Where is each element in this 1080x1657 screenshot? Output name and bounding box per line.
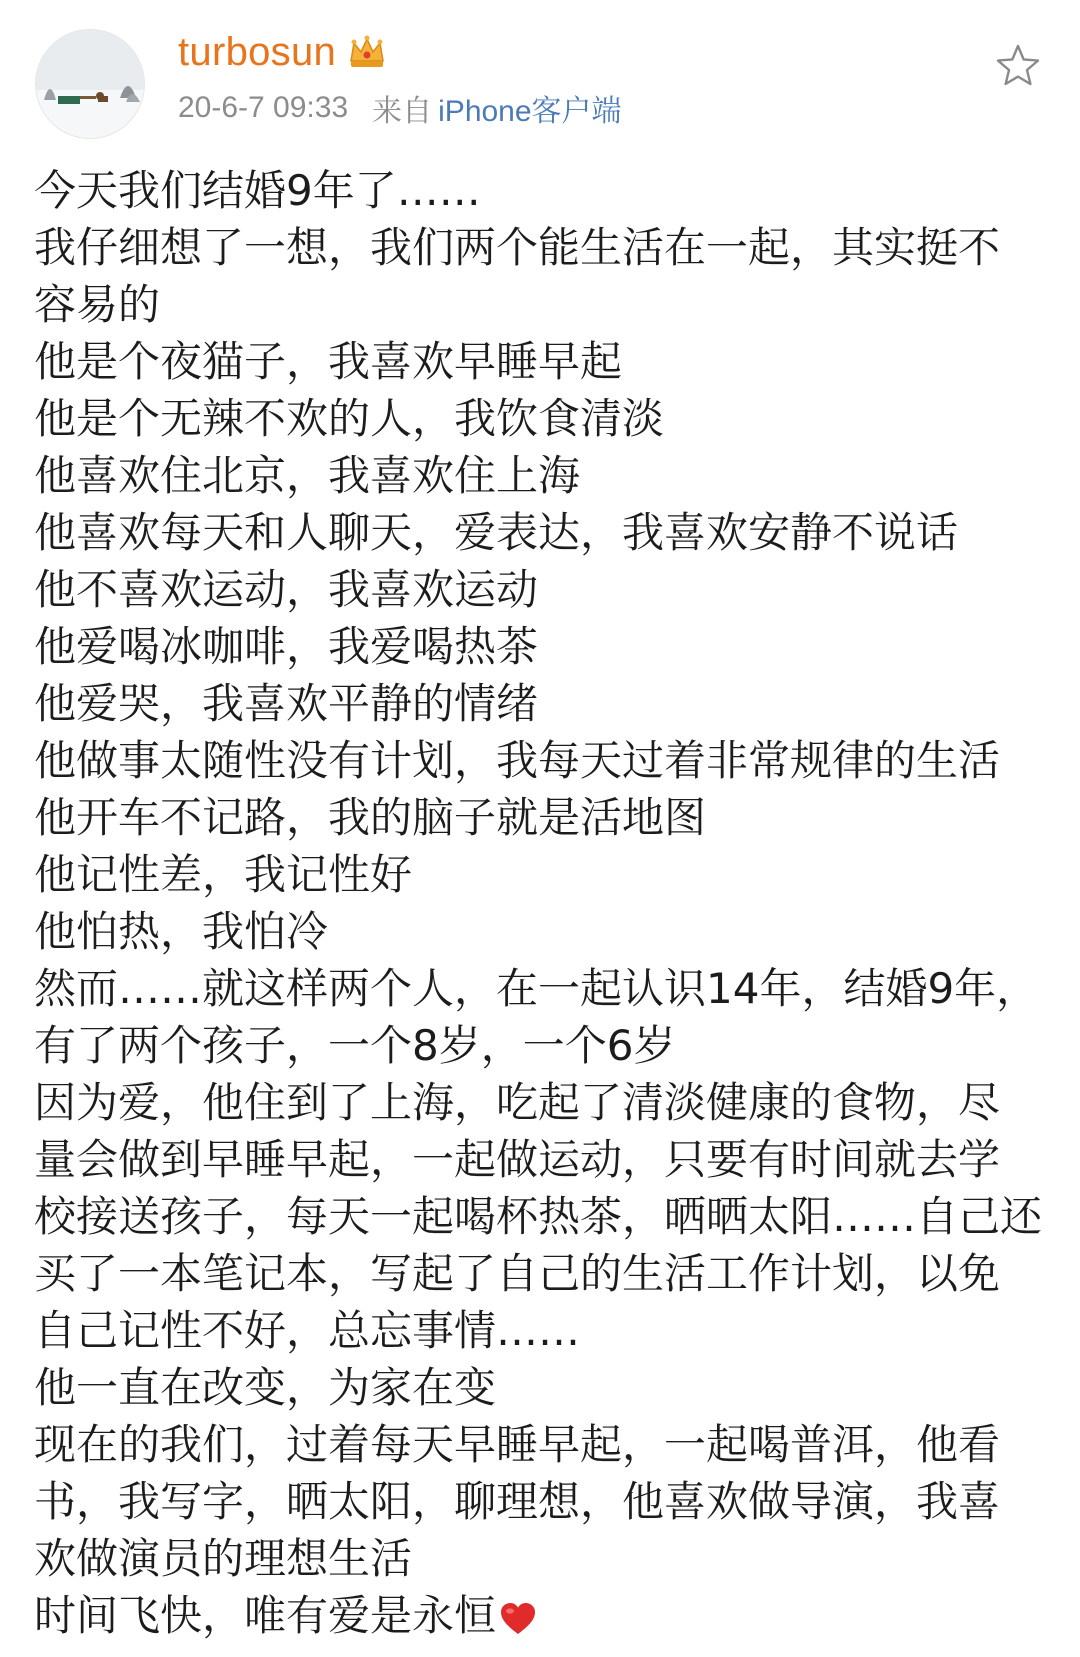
source-link[interactable]: iPhone客户端 [438, 95, 622, 128]
post-meta [178, 86, 622, 130]
post-line: 他开车不记路，我的脑子就是活地图 [34, 793, 707, 842]
post-line: 我仔细想了一想，我们两个能生活在一起，其实挺不 [34, 223, 1001, 272]
post-line: 买了一本笔记本，写起了自己的生活工作计划，以免 [34, 1249, 1001, 1298]
post-line: 他爱哭，我喜欢平静的情绪 [34, 679, 539, 728]
post-line-text: 时间飞快，唯有爱是永恒 [34, 1591, 497, 1640]
post-line: 他爱喝冰咖啡，我爱喝热茶 [34, 622, 539, 671]
post-line: 有了两个孩子，一个8岁，一个6岁 [34, 1021, 676, 1070]
post-line: 然而……就这样两个人，在一起认识14年，结婚9年， [34, 964, 1039, 1013]
heart-icon [498, 1596, 538, 1636]
post-line: 他一直在改变，为家在变 [34, 1363, 497, 1412]
post-line: 自己记性不好，总忘事情…… [34, 1306, 581, 1355]
post-line: 今天我们结婚9年了…… [34, 166, 481, 215]
post-line: 欢做演员的理想生活 [34, 1534, 413, 1583]
username-row [178, 24, 388, 80]
source-prefix: 来自 [372, 95, 433, 128]
post-line: 他是个无辣不欢的人，我饮食清淡 [34, 394, 665, 443]
post-line: 他记性差，我记性好 [34, 850, 413, 899]
post-line: 书，我写字，晒太阳，聊理想，他喜欢做导演，我喜 [34, 1477, 1001, 1526]
post-line: 他是个夜猫子，我喜欢早睡早起 [34, 337, 623, 386]
crown-icon [346, 31, 388, 73]
post-line: 校接送孩子，每天一起喝杯热茶，晒晒太阳……自己还 [34, 1192, 1043, 1241]
avatar[interactable] [36, 30, 144, 138]
post-line: 他不喜欢运动，我喜欢运动 [34, 565, 539, 614]
post-line: 量会做到早睡早起，一起做运动，只要有时间就去学 [34, 1135, 1001, 1184]
post-line: 容易的 [34, 280, 161, 329]
post-line: 他喜欢住北京，我喜欢住上海 [34, 451, 581, 500]
post-timestamp: 20-6-7 09:33 [178, 91, 349, 124]
post-line: 他做事太随性没有计划，我每天过着非常规律的生活 [34, 736, 1001, 785]
username[interactable]: turbosun [178, 29, 337, 74]
post-line: 他怕热，我怕冷 [34, 907, 329, 956]
post-line-last [34, 1587, 1054, 1644]
post-header [0, 0, 1080, 150]
star-icon[interactable] [994, 42, 1042, 90]
post-line: 他喜欢每天和人聊天，爱表达，我喜欢安静不说话 [34, 508, 959, 557]
post-body [34, 162, 1054, 1644]
post-line: 现在的我们，过着每天早睡早起，一起喝普洱，他看 [34, 1420, 1001, 1469]
avatar-snow-scene-image [36, 30, 144, 138]
post-line: 因为爱，他住到了上海，吃起了清淡健康的食物，尽 [34, 1078, 1001, 1127]
